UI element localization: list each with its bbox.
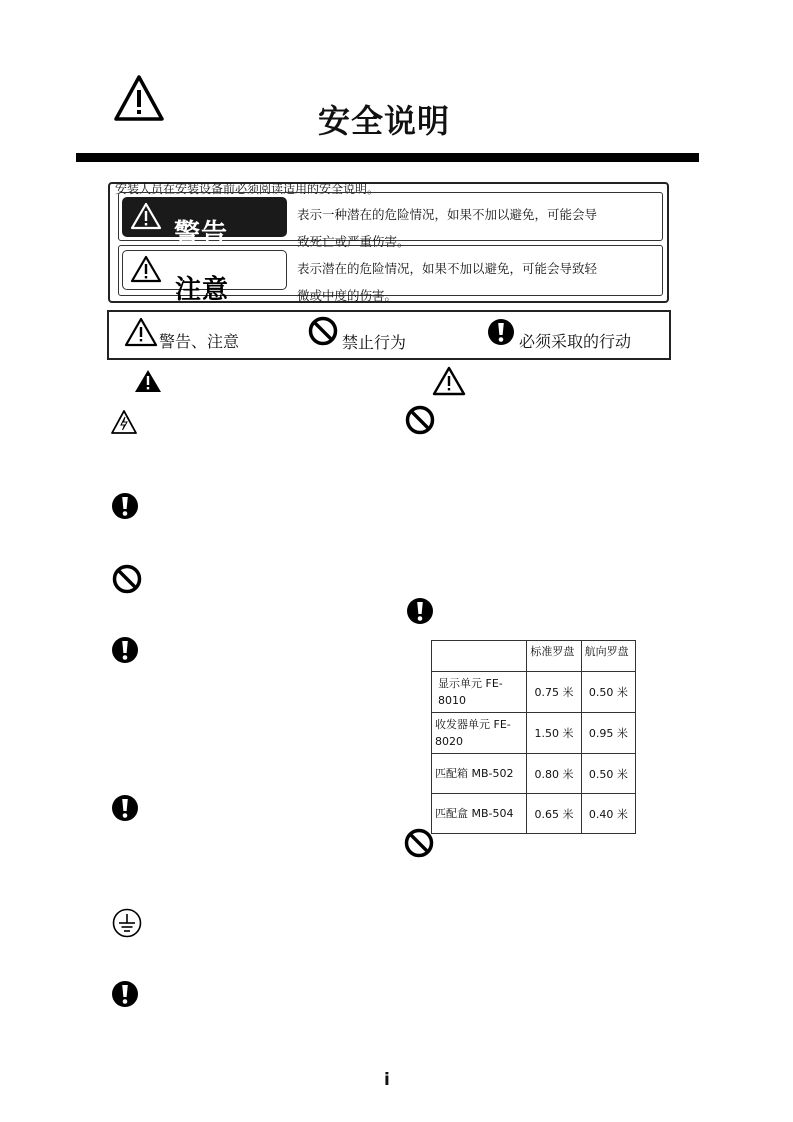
mandatory-action-icon [111,980,139,1008]
mandatory-action-icon [111,794,139,822]
table-cell-unit: 显示单元 FE-8010 [432,672,527,713]
caution-label: 注意 [175,275,230,305]
warning-label: 警告 [174,219,229,249]
mandatory-symbol-icon [487,318,515,346]
table-cell-standard: 0.65 米 [527,794,581,834]
compass-distance-table [431,640,636,834]
prohibited-symbol-icon [308,316,338,346]
mandatory-symbol-label: 必须采取的行动 [519,332,632,351]
page-number: i [384,1070,390,1090]
warning-label-box [122,197,287,249]
warning-symbol-icon [124,317,158,347]
intro-text: 安装人员在安装设备前必须阅读适用的安全说明。 [115,182,380,196]
table-cell-steering: 0.40 米 [581,794,635,834]
caution-description-line2: 微或中度的伤害。 [297,288,398,303]
caution-label-icon [130,255,162,283]
mandatory-action-icon [111,636,139,664]
title-rule [76,153,699,162]
warning-description-line2: 致死亡或严重伤害。 [297,234,410,249]
filled-warning-icon [134,369,162,393]
table-cell-unit: 匹配盒 MB-504 [432,794,527,834]
table-cell-unit: 匹配箱 MB-502 [432,754,527,794]
warning-caution-symbol-label: 警告、注意 [159,332,240,351]
table-row [432,754,636,794]
caution-label-box [122,250,287,305]
table-cell-standard: 0.75 米 [527,672,581,713]
table-header-cell: 标准罗盘 [527,641,581,672]
ground-icon [112,908,142,938]
prohibited-icon [405,405,435,435]
table-row [432,672,636,713]
table-row [432,713,636,754]
table-cell-steering: 0.50 米 [581,754,635,794]
table-row [432,794,636,834]
prohibited-icon [112,564,142,594]
table-cell-unit: 收发器单元 FE-8020 [432,713,527,754]
outline-warning-icon [432,366,466,396]
prohibited-symbol-label: 禁止行为 [342,333,407,352]
prohibited-icon [404,828,434,858]
table-header-cell [432,641,527,672]
warning-description-line1: 表示一种潜在的危险情况，如果不加以避免，可能会导 [297,207,598,222]
page-title: 安全说明 [318,102,451,140]
table-cell-steering: 0.50 米 [581,672,635,713]
warning-label-icon [130,202,162,230]
electric-shock-icon [110,409,138,435]
mandatory-action-icon [406,597,434,625]
table-cell-standard: 1.50 米 [527,713,581,754]
table-header-cell: 航向罗盘 [581,641,635,672]
caution-description-line1: 表示潜在的危险情况，如果不加以避免，可能会导致轻 [297,261,598,276]
warning-triangle-icon [113,74,165,122]
table-header-row [432,641,636,672]
mandatory-action-icon [111,492,139,520]
table-cell-steering: 0.95 米 [581,713,635,754]
table-cell-standard: 0.80 米 [527,754,581,794]
